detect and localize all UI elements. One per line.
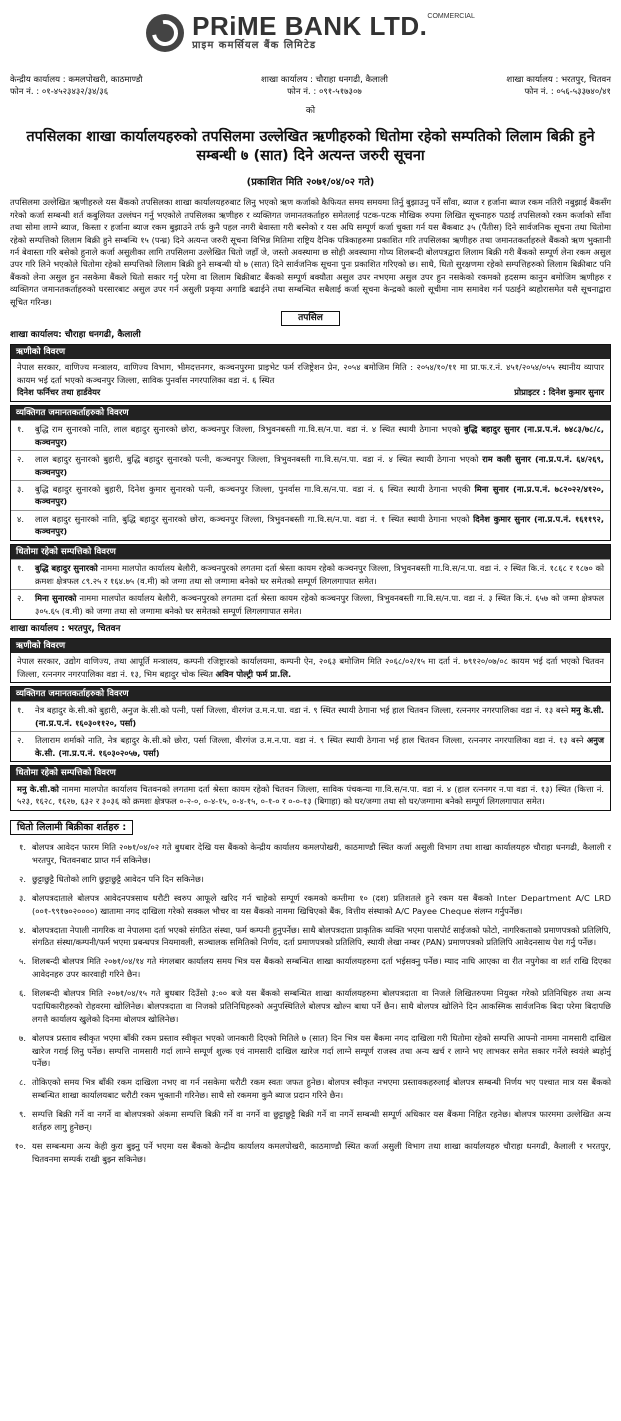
borrower-details: नेपाल सरकार, वाणिज्य मन्त्रालय, वाणिज्य विभाग, भीमदत्तनगर, कञ्चनपुरमा प्राइभेट फर्म रजिष्ट्रेशन प्रेन, २०५४ बमोजिम मिति : २०५४/१०/११ मा प्रा.फ.र.नं. ४५१/२०५४/०५५ स्थानीय व्यापार कायम भई दर्ता भएको कञ्चनपुर जिल्ला, साविक पुनर्वास नगरपालिका वडा नं. ६ स्थित दिनेश फर्निचर तथा हार्डवेयर प्रोप्राइटर : दिनेश कुमार सुनार [17, 362, 604, 398]
guarantor-row: ४. लाल बहादुर सुनारको नाति, बुद्धि बहादुर सुनारको छोरा, कञ्चनपुर जिल्ला, त्रिभुवनबस्ती गा.वि.स/न.पा. वडा नं. १ स्थित स्थायी ठेगाना भएको दिनेश कुमार सुनार (ना.प्र.प.नं. १६११९२, कञ्चनपुर) [11, 510, 610, 540]
office-address: शाखा कार्यालय : चौराहा धनगढी, कैलाली [261, 75, 388, 85]
guarantor-heading: व्यक्तिगत जमानतकर्ताहरुको विवरण [11, 406, 610, 420]
property-heading: धितोमा रहेको सम्पत्तिको विवरण [11, 766, 610, 780]
bank-header [10, 6, 611, 60]
bank-name: PRiME BANK LTD.$^{COMMERCIAL}$ [192, 10, 475, 41]
term-item: २. छुट्टाछुट्टै धितोको लागि छुट्टाछुट्टै आवेदन पनि दिन सकिनेछ। [19, 874, 204, 885]
guarantor-row: २. लाल बहादुर सुनारको बुहारी, बुद्धि बहादुर सुनारको पत्नी, कञ्चनपुर जिल्ला, त्रिभुवनबस्ती गा.वि.स/न.पा. वडा नं. ४ स्थित स्थायी ठेगाना भएको राम कली सुनार (ना.प्र.प.नं. ६४/२६९, कञ्चनपुर) [11, 450, 610, 480]
property-row: मनु के.सी.को नाममा मालपोत कार्यालय चितवनको लगतमा दर्ता श्रेस्ता कायम रहेको चितवन जिल्ला, साविक पंचकन्या गा.वि.स/न.पा. वडा नं. ४ (हाल रत्ननगर न.पा वडा नं. १३) स्थित (कित्ता नं. ५२३, १६२८, १६२७, ६३२ र ३०३६ को क्रमशः क्षेत्रफल ०-२-०, ०-४-१५, ०-४-१५, ०-१-० र ०-०-१३ (बिगाहा) को घर/जग्गा तथा सो घर/जग्गामा बनेको सम्पूर्ण लिगलगापात समेत। [17, 783, 604, 807]
published-date: (प्रकाशित मिति २०७१/०४/०२ गते) [246, 176, 375, 188]
notice-intro: तपसिलमा उल्लेखित ऋणीहरुले यस बैंकको तपसिलका शाखा कार्यालयहरुबाट लिनु भएको ऋण कर्जाको कैफियत समय समयमा तिर्नु बुझाउनु पर्ने साँवा, ब्याज र हर्जाना ब्याज रकम नतिरी नबुझाई बैंकसँग गरेको कर्जा सम्बन्धी शर्त कबुलियत उल्लंघन गर्नु भएकोले तपसिलका ऋणीहरु र व्यक्तिगत जमानतकर्ताहरु समेतलाई पटक-पटक मौखिक रुपमा लिखित सूचनाहरु पठाई तपसिलको रकम कर्जाको साँवा तथा सोमा लाग्ने ब्याज, किस्ता र हर्जाना ब्याज रकम बुझाउने तर्फ कुनै पहल नगरी बेवास्ता गरी बस्नेको र यस अघि सम्पूर्ण कर्जा चुक्ता गर्न यस बैंकबाट ३५ (पैंतीस) दिने सार्वजनिक सूचना तथा धितोमा रहेको सम्पत्तिको लिलाम बिक्री हुने सम्बन्धि १५ (पन्ध्र) दिने अत्यन्त जरुरी सूचना विभिन्न मितिमा राष्ट्रिय दैनिक पत्रिकाहरुमा प्रकाशित गरि तपसिलका ऋणीहरु तथा जमानतकर्ताहरुले बैंकको ऋण भुक्तानी गर्न बेवास्ता गरि बसेको हुनाले कर्जा असुलीका लागि तपसिलमा उल्लेखित धितो जहाँ जे, जस्तो अवस्थामा छ सोही अवस्थामा गोप्य शिलबन्दी बोलपत्रद्वारा लिलाम बिक्री गरी बैंकको सम्पूर्ण लेना रकम असुल उपर गरि लिने भएकोले धितोमा रहेको सम्पत्तिको लिलाम बिक्री हुने सम्बन्धी यो ७ (सात) दिने सार्वजनिक सूचना पुनः प्रकाशित गरिएको छ। साथै, धितो सुरक्षणमा रहेको सम्पत्तिहरुको लिलाम बिक्रीबाट पनि बैंकको लेना असुल हुन नसकेमा बैंकले धितो सकार गर्नु परेमा वा लिलाम बिक्रीबाट बैंकको सम्पूर्ण बक्यौता असुल उपर नभएमा असुल उपर हुन नसकेको रकमको हदसम्म कानुन बमोजिम ऋणीहरु र व्यक्तिगत जमानतकर्ताहरुको घरसारबाट असुल उपर गर्न असुली प्रकृया अगाडि बढाईने तथा सम्बन्धित सबैलाई कर्जा सूचना केन्द्रको कालो सूचीमा नाम समावेश गर्न पठाईने ब्यहोरासमेत यसै सूचनाद्वारा सूचित गरिन्छ। [10, 197, 611, 307]
borrower-firm: अविन पोल्ट्री फर्म प्रा.लि. [215, 668, 292, 679]
terms-list [10, 841, 611, 1165]
branch-section-dhangadhi [10, 329, 611, 620]
office-address: शाखा कार्यालय : भरतपुर, चितवन [506, 75, 611, 85]
office-address: केन्द्रीय कार्यालय : कमलपोखरी, काठमाण्डौ [10, 75, 143, 85]
bank-tag: COMMERCIAL [427, 12, 475, 20]
branch-label: शाखा कार्यालय : भरतपुर, चितवन [10, 623, 121, 634]
guarantor-box [10, 405, 611, 541]
term-item: १०. यस सम्बन्धमा अन्य केही कुरा बुझ्नु पर्ने भएमा यस बैंकको केन्द्रीय कार्यालय कमलपोखरी, काठमाण्डौ स्थित कर्जा असुली विभाग तथा शाखा कार्यालयहरु चौराहा धनगढी, कैलाली र भरतपुर, चितवनमा सम्पर्क राखी बुझ्न सकिनेछ। [14, 1140, 611, 1164]
office-addresses [10, 74, 611, 99]
guarantor-heading: व्यक्तिगत जमानतकर्ताहरुको विवरण [11, 687, 610, 701]
term-item: १. बोलपत्र आवेदन फारम मिति २०७१/०४/०२ गते बुधबार देखि यस बैंकको केन्द्रीय कार्यालय कमलपोखरी, काठमाण्डौ स्थित कर्जा असुली विभाग तथा शाखा कार्यालयहरु चौराहा धनगढी, कैलाली र भरतपुर, चितवनबाट प्राप्त गर्न सकिनेछ। [19, 842, 611, 866]
property-box [10, 765, 611, 810]
bank-name-nepali: प्राइम कमर्सियल बैंक लिमिटेड [192, 39, 317, 51]
guarantor-row: १. नेत्र बहादुर के.सी.को बुहारी, अनुज के.सी.को पत्नी, पर्सा जिल्ला, वीरगंज उ.म.न.पा. वडा नं. ९ स्थित स्थायी ठेगाना भई हाल चितवन जिल्ला, रत्ननगर नगरपालिका वडा नं. १३ बस्ने मनु के.सी. (ना.प्र.प.नं. १६०३०११२०, पर्सा) [11, 701, 610, 731]
branch-label: शाखा कार्यालय: चौराहा धनगढी, कैलाली [10, 330, 141, 341]
office-dhangadhi [261, 74, 388, 99]
notice-headline: तपसिलका शाखा कार्यालयहरुको तपसिलमा उल्लेखित ऋणीहरुको धितोमा रहेको सम्पतिको लिलाम बिक्री हुने सम्बन्धी ७ (सात) दिने अत्यन्त जरुरी सूचना [26, 128, 595, 165]
term-item: ७. बोलपत्र प्रस्ताव स्वीकृत भएमा बाँकी रकम प्रस्ताव स्वीकृत भएको जानकारी दिएको मितिले ७ (सात) दिन भित्र यस बैंकमा नगद दाखिला गरी धितोमा रहेको सम्पत्ति आफ्नो नाममा नामसारी दाखिल खारेज गराई लिनु पर्नेछ। सम्पत्ति नामसारी गर्दा लाग्ने सम्पूर्ण शुल्क एवं नामसारी दाखिल खारेज गर्दा लाग्ने सम्पूर्ण राजस्व तथा अन्य खर्च र लाग्ने भए लाभकर समेत सकार गर्नेले स्वयंले ब्यहोर्नु पर्नेछ। [19, 1032, 611, 1069]
property-row: २. मिना सुनारको नाममा मालपोत कार्यालय बेलौरी, कञ्चनपुरको लगतमा दर्ता श्रेस्ता कायम रहेको कञ्चनपुर जिल्ला, त्रिभुवनबस्ती गा.वि.स/न.पा. वडा नं. ३ स्थित कि.नं. ६५७ को जम्मा क्षेत्रफल ३०५.६५ (व.मी) को जग्गा तथा सो जग्गामा बनेको घर समेतको सम्पूर्ण लिगलगापात समेत। [11, 589, 610, 619]
to-line: को [305, 105, 316, 116]
terms-heading: धितो लिलामी बिक्रीका शर्तहरु : [10, 820, 133, 836]
guarantor-row: १. बुद्धि राम सुनारको नाति, लाल बहादुर सुनारको छोरा, कञ्चनपुर जिल्ला, त्रिभुवनबस्ती गा.वि.स/न.पा. वडा नं. ४ स्थित स्थायी ठेगाना भएको बुद्धि बहादुर सुनार (ना.प्र.प.नं. ७४८३/७८/८, कञ्चनपुर) [11, 420, 610, 450]
borrower-box [10, 638, 611, 683]
term-item: ९. सम्पत्ति बिक्री गर्ने वा नगर्ने वा बोलपत्रको अंकमा सम्पत्ति बिक्री गर्ने वा नगर्ने वा छुट्टाछुट्टै बिक्री गर्ने वा नगर्ने सम्बन्धी सम्पूर्ण अधिकार यस बैंकमा निहित रहनेछ। बोलपत्र फारममा उल्लेखित अन्य शर्तहरु लागु हुनेछन्। [19, 1108, 611, 1132]
schedule-label: तपसिल [281, 311, 340, 326]
borrower-heading: ऋणीको विवरण [11, 639, 610, 653]
branch-section-bharatpur [10, 623, 611, 811]
term-item: ८. तोकिएको समय भित्र बाँकी रकम दाखिला नभए वा गर्न नसकेमा धरौटी रकम स्वतः जफत हुनेछ। बोलपत्र स्वीकृत नभएमा प्रस्तावकहरुलाई बोलपत्र सम्बन्धी निर्णय भए पश्चात मात्र यस बैंकको सम्बन्धित शाखा कार्यालयबाट धरौटी रकम भुक्तानी गरिनेछ। साथै सो रकममा कुनै ब्याज प्रदान गरिने छैन। [19, 1077, 611, 1101]
office-bharatpur [506, 74, 611, 99]
property-box [10, 544, 611, 620]
guarantor-row: २. तिलाराम शर्माको नाति, नेत्र बहादुर के.सी.को छोरा, पर्सा जिल्ला, वीरगंज उ.म.न.पा. वडा नं. ९ स्थित स्थायी ठेगाना भई हाल चितवन जिल्ला, रत्ननगर नगरपालिका वडा नं. १३ बस्ने अनुज के.सी. (ना.प्र.प.नं. १६०३०२०५७, पर्सा) [11, 731, 610, 761]
borrower-heading: ऋणीको विवरण [11, 345, 610, 359]
borrower-details: नेपाल सरकार, उद्योग वाणिज्य, तथा आपूर्ति मन्त्रालय, कम्पनी रजिष्ट्रारको कार्यालयमा, कम्पनी ऐन, २०६३ बमोजिम मिति २०६८/०२/१५ मा दर्ता नं. ७९१२०/०७/०८ कायम भई दर्ता भएको चितवन जिल्ला, रत्ननगर नगरपालिका वडा नं. १३, भिम बहादुर चोक स्थित अविन पोल्ट्री फर्म प्रा.लि. [17, 656, 604, 679]
bank-logo-icon [146, 14, 184, 52]
office-phone: फोन नं. : ०५६-५३३७४०/४१ [524, 87, 611, 98]
guarantor-box [10, 686, 611, 762]
term-item: ५. शिलबन्दी बोलपत्र मिति २०७१/०४/१४ गते मंगलबार कार्यालय समय भित्र यस बैंकको सम्बन्धित शाखा कार्यालयहरुमा दर्ता भईसक्नु पर्नेछ। म्याद नाघि आएका वा रीत नपुगेका वा शर्त राखि दिएका आवेदनहरु उपर कारवाही गरिने छैन। [19, 956, 611, 980]
office-central [10, 74, 143, 99]
term-item: ६. शिलबन्दी बोलपत्र मिति २०७१/०४/१५ गते बुधबार दिउँसो ३:०० बजे यस बैंकको सम्बन्धित शाखा कार्यालयहरुमा बोलपत्रदाता वा निजले लिखितरुपमा नियुक्त गरेको प्रतिनिधिहरु तथा अन्य पदाधिकारीहरुको रोहवरमा खोलिनेछ। बोलपत्रदाता वा निजको प्रतिनिधिहरुको अनुपस्थितिले बोलपत्र खोल्न बाधा पर्ने छैन। साथै बोलपत्र खोलिने दिन आकस्मिक सार्वजनिक बिदा परेमा बिदापछि लगत्तै कार्यालय खुलेको दिनमा बोलपत्र खोलिनेछ। [19, 988, 611, 1024]
guarantor-row: ३. बुद्धि बहादुर सुनारको बुहारी, दिनेश कुमार सुनारको पत्नी, कञ्चनपुर जिल्ला, पुनर्वास गा.वि.स/न.पा. वडा नं. ६ स्थित स्थायी ठेगाना भएकी मिना सुनार (ना.प्र.प.नं. ७८२०२२/४१२०, कञ्चनपुर) [11, 480, 610, 510]
term-item: ३. बोलपत्रदाताले बोलपत्र आवेदनपत्रसाथ धरौटी स्वरुप आफूले खरिद गर्न चाहेको सम्पूर्ण रकमको कम्तीमा १० (दश) प्रतिशतले हुने रकम यस बैंकको Inter Department A/C LRD (००१-९९१७०२००००) खातामा नगद दाखिला गरेको सक्कल भौचर वा यस बैंकको नाममा खिचिएको बैंक, वित्तीय संस्थाको A/C Payee Cheque संलग्न गर्नुपर्नेछ। [19, 892, 611, 916]
office-phone: फोन नं. : ०९१-५१७३०७ [287, 87, 362, 98]
term-item: ४. बोलपत्रदाता नेपाली नागरिक वा नेपालमा दर्ता भएको संगठित संस्था, फर्म कम्पनी हुनुपर्नेछ। साथै बोलपत्रदाता प्राकृतिक व्यक्ति भएमा पासपोर्ट साईजको फोटो, नागरिकताको प्रमाणपत्रको प्रतिलिपि, संगठित संस्था/कम्पनी/फर्म भएमा प्रबन्धपत्र नियमावली, सञ्चालक समितिको निर्णय, दर्ता प्रमाणपत्रको प्रतिलिपि, स्थायी लेखा नम्बर (PAN) प्रमाणपत्रको प्रतिलिपि आवेदनसाथ पेश गर्नु पर्नेछ। [19, 924, 612, 948]
borrower-proprietor: प्रोप्राइटर : दिनेश कुमार सुनार [514, 387, 604, 398]
borrower-firm: दिनेश फर्निचर तथा हार्डवेयर [17, 387, 101, 398]
property-heading: धितोमा रहेको सम्पत्तिको विवरण [11, 545, 610, 559]
borrower-box [10, 344, 611, 402]
bank-logo [146, 10, 475, 54]
property-row: १. बुद्धि बहादुर सुनारको नाममा मालपोत कार्यालय बेलौरी, कञ्चनपुरको लगतमा दर्ता श्रेस्ता कायम रहेको कञ्चनपुर जिल्ला, त्रिभुवनबस्ती गा.वि.स/न.पा. वडा नं. २ स्थित कि.नं. १८६८ र १८७० को क्रमशः क्षेत्रफल ८९.२५ र १६४.७५ (व.मी) को जग्गा तथा सो जग्गामा बनेको घर समेतको सम्पूर्ण लिगलगापात समेत। [11, 559, 610, 589]
office-phone: फोन नं. : ०१-४५२३४३२/३४/३६ [10, 87, 109, 98]
